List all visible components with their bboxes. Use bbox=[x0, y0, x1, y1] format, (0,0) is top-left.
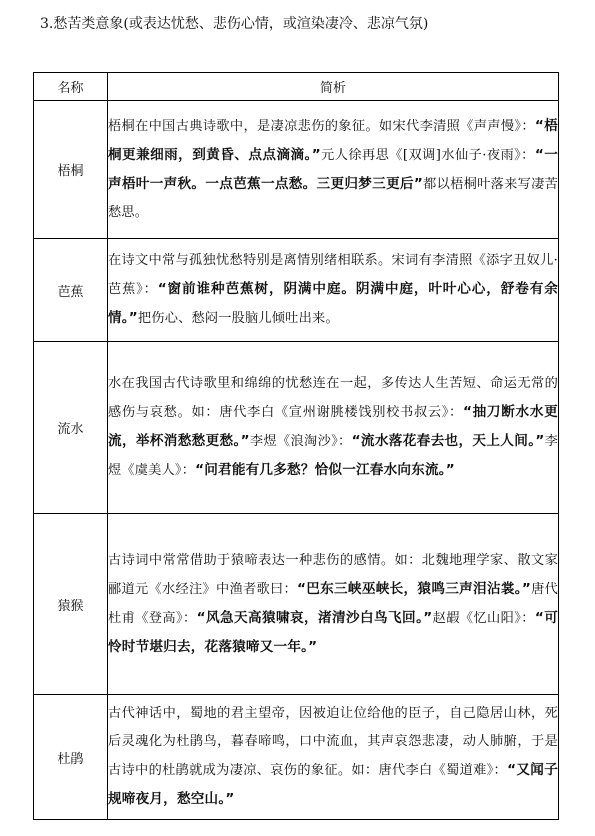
poem-quote: “梧桐更兼细雨，到黄昏、点点滴滴。” bbox=[108, 118, 558, 163]
column-header-name: 名称 bbox=[34, 73, 108, 101]
poem-quote: “一声梧叶一声秋。一点芭蕉一点愁。三更归梦三更后” bbox=[108, 147, 558, 192]
poem-quote: “风急天高猿啸哀，渚清沙白鸟飞回。” bbox=[196, 609, 433, 626]
analysis-text: 李煜《虞美人》： bbox=[108, 434, 559, 478]
analysis-text: 唐代杜甫《登高》： bbox=[108, 581, 558, 626]
analysis-text: 在诗文中常与孤独忧愁特别是离情别绪相联系。宋词有李清照《添字丑奴儿·芭蕉》： bbox=[108, 253, 558, 297]
poem-quote: “问君能有几多愁？恰似一江春水向东流。” bbox=[195, 462, 455, 478]
imagery-analysis bbox=[108, 101, 559, 239]
imagery-name: 梧桐 bbox=[34, 101, 108, 239]
poem-quote: “巴东三峡巫峡长，猿鸣三声泪沾裳。” bbox=[296, 580, 531, 597]
imagery-analysis bbox=[108, 342, 559, 514]
poem-quote: “抽刀断水水更流，举杯消愁愁更愁。” bbox=[108, 404, 558, 449]
table-row bbox=[34, 342, 559, 514]
section-heading: 3.愁苦类意象(或表达忧愁、悲伤心情，或渲染凄冷、悲凉气氛) bbox=[40, 16, 429, 32]
analysis-text: 古代神话中，蜀地的君主望帝，因被迫让位给他的臣子，自己隐居山林，死后灵魂化为杜鹃鸟，暮春啼鸣，口中流血，其声哀怨悲凄，动人肺腑，于是古诗中的杜鹃就成为凄凉、哀伤的象征。如：唐代李白《蜀道难》： bbox=[108, 706, 558, 778]
imagery-analysis bbox=[108, 514, 559, 695]
table-row bbox=[34, 514, 559, 695]
table-header-row bbox=[34, 73, 559, 101]
poem-quote: “窗前谁种芭蕉树，阴满中庭。阴满中庭，叶叶心心，舒卷有余情。” bbox=[108, 281, 558, 326]
analysis-text: 赵嘏《忆山阳》： bbox=[432, 610, 535, 626]
imagery-analysis bbox=[108, 695, 559, 820]
poem-quote: “可怜时节堪归去，花落猿啼又一年。” bbox=[108, 609, 559, 655]
table-row bbox=[34, 101, 559, 239]
imagery-analysis bbox=[108, 239, 559, 342]
imagery-name: 杜鹃 bbox=[34, 695, 108, 820]
analysis-text: 水在我国古代诗歌里和绵绵的忧愁连在一起，多传达人生苦短、命运无常的感伤与哀愁。如：唐代李白《宣州谢朓楼饯别校书叔云》： bbox=[108, 376, 558, 420]
analysis-text: 元人徐再思《[双调]水仙子·夜雨》： bbox=[320, 148, 535, 163]
analysis-text: 李煜《浪淘沙》： bbox=[249, 434, 352, 449]
column-header-analysis: 简析 bbox=[108, 73, 559, 101]
analysis-text: 梧桐在中国古典诗歌中，是凄凉悲伤的象征。如宋代李清照《声声慢》： bbox=[108, 119, 535, 134]
poem-quote: “流水落花春去也，天上人间。” bbox=[351, 433, 545, 449]
analysis-text: 都以梧桐叶落来写凄苦愁思。 bbox=[108, 177, 558, 220]
table-row bbox=[34, 695, 559, 820]
imagery-name: 猿猴 bbox=[34, 514, 108, 695]
analysis-text: 古诗词中常常借助于猿啼表达一种悲伤的感情。如：北魏地理学家、散文家郦道元《水经注》中渔者歌曰： bbox=[108, 552, 558, 597]
table-row bbox=[34, 239, 559, 342]
poem-quote: “又闻子规啼夜月，愁空山。” bbox=[108, 762, 558, 807]
imagery-table bbox=[33, 72, 559, 820]
imagery-name: 流水 bbox=[34, 342, 108, 514]
imagery-name: 芭蕉 bbox=[34, 239, 108, 342]
analysis-text: 把伤心、愁闷一股脑儿倾吐出来。 bbox=[137, 311, 339, 326]
